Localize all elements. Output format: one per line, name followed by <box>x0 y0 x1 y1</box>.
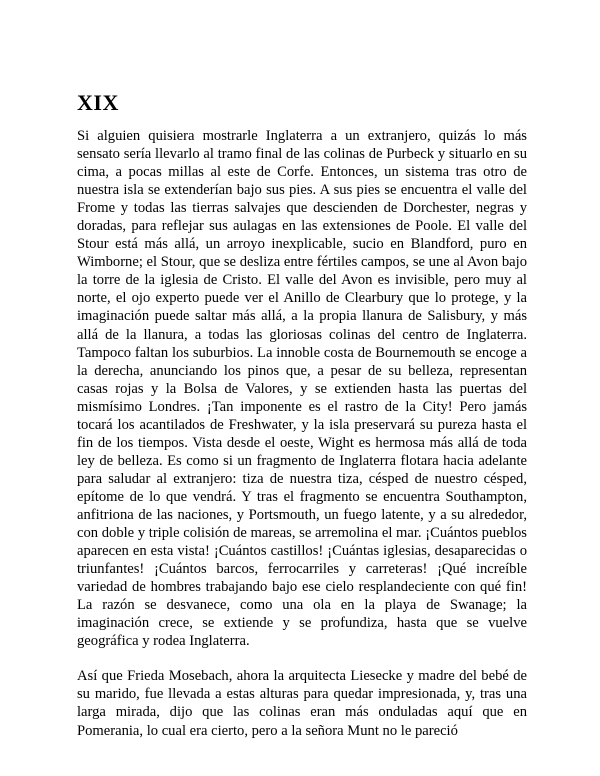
paragraph-1: Si alguien quisiera mostrarle Inglaterra a un extranjero, quizás lo más sensato sería llevarlo al tramo final de las colinas de Purbeck y situarlo en su cima, a pocas millas al este de Corfe. Entonces, un sistema tras otro de nuestra isla se extenderían bajo sus pies. A sus pies se encuentra el valle del Frome y todas las tierras salvajes que descienden de Dorchester, negras y doradas, para reflejar sus aulagas en las extensiones de Poole. El valle del Stour está más allá, un arroyo inexplicable, sucio en Blandford, puro en Wimborne; el Stour, que se desliza entre fértiles campos, se une al Avon bajo la torre de la iglesia de Cristo. El valle del Avon es invisible, pero muy al norte, el ojo experto puede ver el Anillo de Clearbury que lo protege, y la imaginación puede saltar más allá, a la propia llanura de Salisbury, y más allá de la llanura, a todas las gloriosas colinas del centro de Inglaterra. Tampoco faltan los suburbios. La innoble costa de Bournemouth se encoge a la derecha, anunciando los pinos que, a pesar de su belleza, representan casas rojas y la Bolsa de Valores, y se extienden hasta las puertas del mismísimo Londres. ¡Tan imponente es el rastro de la City! Pero jamás tocará los acantilados de Freshwater, y la isla preservará su pureza hasta el fin de los tiempos. Vista desde el oeste, Wight es hermosa más allá de toda ley de belleza. Es como si un fragmento de Inglaterra flotara hacia adelante para saludar al extranjero: tiza de nuestra tiza, césped de nuestro césped, epítome de lo que vendrá. Y tras el fragmento se encuentra Southampton, anfitriona de las naciones, y Portsmouth, un fuego latente, y a su alrededor, con doble y triple colisión de mareas, se arremolina el mar. ¡Cuántos pueblos aparecen en esta vista! ¡Cuántos castillos! ¡Cuántas iglesias, desaparecidas o triunfantes! ¡Cuántos barcos, ferrocarriles y carreteras! ¡Qué increíble variedad de hombres trabajando bajo ese cielo resplandeciente con qué fin! La razón se desvanece, como una ola en la playa de Swanage; la imaginación crece, se extiende y se profundiza, hasta que se vuelve geográfica y rodea Inglaterra. <box>77 128 527 650</box>
chapter-body <box>77 127 527 740</box>
chapter-title: XIX <box>77 90 119 115</box>
paragraph-2: Así que Frieda Mosebach, ahora la arquitecta Liesecke y madre del bebé de su marido, fue llevada a estas alturas para quedar impresionada, y, tras una larga mirada, dijo que las colinas eran más onduladas aquí que en Pomerania, lo cual era cierto, pero a la señora Munt no le pareció <box>77 668 527 739</box>
